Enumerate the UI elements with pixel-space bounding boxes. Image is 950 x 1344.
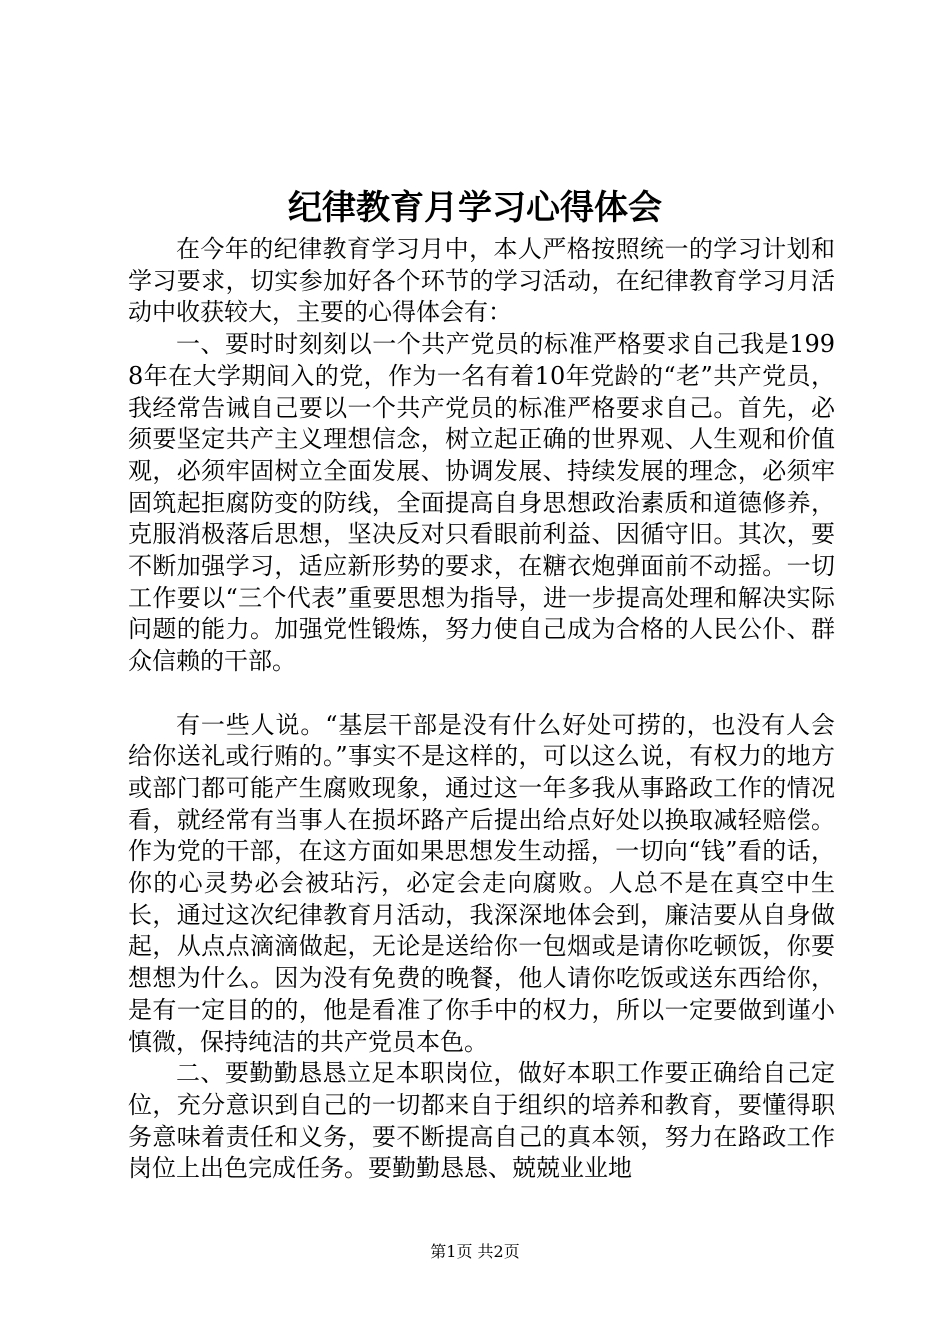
paragraph-section-one: 一、要时时刻刻以一个共产党员的标准严格要求自己我是1998年在大学期间入的党，作为一名有着10年党龄的“老”共产党员，我经常告诫自己要以一个共产党员的标准严格要求自己。首先，必须要坚定共产主义理想信念，树立起正确的世界观、人生观和价值观，必须牢固树立全面发展、协调发展、持续发展的理念，必须牢固筑起拒腐防变的防线，全面提高自身思想政治素质和道德修养，克服消极落后思想，坚决反对只看眼前利益、因循守旧。其次，要不断加强学习，适应新形势的要求，在糖衣炮弹面前不动摇。一切工作要以“三个代表”重要思想为指导，进一步提高处理和解决实际问题的能力。加强党性锻炼，努力使自己成为合格的人民公仆、群众信赖的干部。 <box>128 330 835 676</box>
document-body <box>128 234 835 1185</box>
paragraph-section-two: 二、要勤勤恳恳立足本职岗位，做好本职工作要正确给自己定位，充分意识到自己的一切都来自于组织的培养和教育，要懂得职务意味着责任和义务，要不断提高自己的真本领，努力在路政工作岗位上出色完成任务。要勤勤恳恳、兢兢业业地 <box>128 1059 835 1183</box>
paragraph-example: 有一些人说。“基层干部是没有什么好处可捞的，也没有人会给你送礼或行贿的。”事实不是这样的，可以这么说，有权力的地方或部门都可能产生腐败现象，通过这一年多我从事路政工作的情况看，就经常有当事人在损坏路产后提出给点好处以换取减轻赔偿。作为党的干部，在这方面如果思想发生动摇，一切向“钱”看的话，你的心灵势必会被玷污，必定会走向腐败。人总不是在真空中生长，通过这次纪律教育月活动，我深深地体会到，廉洁要从自身做起，从点点滴滴做起，无论是送给你一包烟或是请你吃顿饭，你要想想为什么。因为没有免费的晚餐，他人请你吃饭或送东西给你，是有一定目的的，他是看准了你手中的权力，所以一定要做到谨小慎微，保持纯洁的共产党员本色。 <box>128 710 835 1056</box>
paragraph-intro: 在今年的纪律教育学习月中，本人严格按照统一的学习计划和学习要求，切实参加好各个环节的学习活动，在纪律教育学习月活动中收获较大，主要的心得体会有： <box>128 235 835 327</box>
document-title: 纪律教育月学习心得体会 <box>288 188 662 228</box>
page-number-footer: 第1页 共2页 <box>430 1242 520 1261</box>
